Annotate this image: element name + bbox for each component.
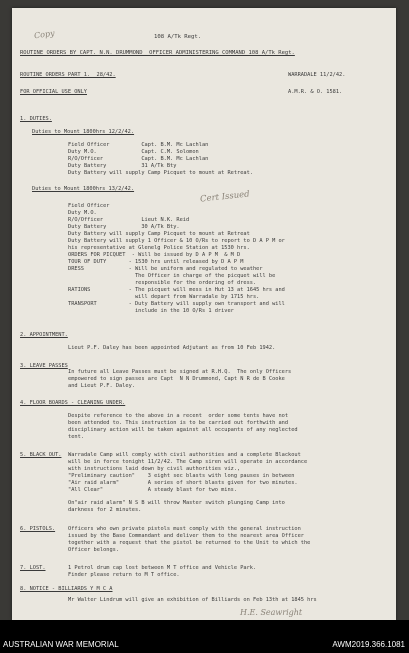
document-page: [12, 8, 396, 620]
floor-boards-line: Despite reference to the above in a recent order some tents have not: [68, 413, 289, 419]
duty-line: TRANSPORT - Duty Battery will supply own transport and will: [68, 301, 285, 307]
duty-line: Duty Battery 31 A/Tk Bty: [68, 163, 177, 169]
duties-heading-1: Duties to Mount 1800hrs 12/2/42.: [32, 129, 135, 135]
pistols-line: issued by the Base Commandant and deliver them to the nearest area Officer: [68, 533, 304, 539]
leave-passes-line: and Lieut P.F. Daley.: [68, 383, 135, 389]
section-pistols-title: 6. PISTOLS.: [20, 526, 56, 532]
handwritten-copy-note: Copy: [33, 28, 56, 41]
duty-line: The Officer in charge of the picquet will be: [68, 273, 276, 279]
unit-header: 108 A/Tk Regt.: [154, 34, 202, 40]
duty-line: Field Officer Capt. B.M. Mc Lachlan: [68, 142, 209, 148]
handwritten-cert-note: Cert Issued: [199, 189, 251, 205]
section-duties-title: 1. DUTIES.: [20, 116, 52, 122]
section-floor-boards-title: 4. FLOOR BOARDS - CLEANING UNDER.: [20, 400, 126, 406]
pistols-line: together with a request that the pistol be returned to the Unit to which the: [68, 540, 311, 546]
reference-line: A.M.R. & O. 1581.: [288, 89, 343, 95]
black-out-line: with instructions laid down by civil authorities viz.,: [68, 466, 241, 472]
location-date: WARRADALE 11/2/42.: [288, 72, 346, 78]
black-out-line: darkness for 2 minutes.: [68, 507, 142, 513]
duty-line: TOUR OF DUTY - 1530 hrs until released by D A P M: [68, 259, 244, 265]
black-out-line: will be in force tonight 11/2/42. The Camp siren will operate in accordance: [68, 459, 308, 465]
section-appointment-title: 2. APPOINTMENT.: [20, 332, 68, 338]
duty-line: DRESS - Will be uniform and regulated to weather: [68, 266, 263, 272]
duty-line: Duty M.O. Capt. C.M. Solomon: [68, 149, 199, 155]
part-line: ROUTINE ORDERS PART 1. 28/42.: [20, 72, 116, 78]
accession-number: AWM2019.366.1081: [332, 640, 405, 649]
official-use-line: FOR OFFICIAL USE ONLY: [20, 89, 87, 95]
section-leave-passes-title: 3. LEAVE PASSES: [20, 363, 68, 369]
floor-boards-line: disciplinary action will be taken against all occupants of any neglected: [68, 427, 298, 433]
section-black-out-title: 5. BLACK OUT.: [20, 452, 62, 458]
leave-passes-line: In future all Leave Passes must be signed at R.H.Q. The only Officers: [68, 369, 292, 375]
duty-line: Duty Battery will supply Camp Picquet to mount at Retreat.: [68, 170, 253, 176]
duty-line: R/O/Officer Lieut N.K. Reid: [68, 217, 190, 223]
floor-boards-line: been attended to. This instruction is to be carried out forthwith and: [68, 420, 289, 426]
black-out-line: "Preliminary caution" 3 eight sec blasts with long pauses in between: [68, 473, 295, 479]
duty-line: Field Officer: [68, 203, 110, 209]
routine-orders-title: ROUTINE ORDERS BY CAPT. N.N. DRUMMOND OFFICER ADMINISTERING COMMAND 108 A/Tk Regt.: [20, 50, 295, 56]
black-out-line: "Air raid alarm" A series of short blasts given for two minutes.: [68, 480, 298, 486]
duty-line: Duty Battery 30 A/Tk Bty.: [68, 224, 180, 230]
duty-line: responsible for the ordering of dress.: [68, 280, 257, 286]
duty-line: Duty Battery will supply Camp Picquet to mount at Retreat: [68, 231, 250, 237]
duty-line: ORDERS FOR PICQUET - Will be issued by D A P M & M D: [68, 252, 241, 258]
section-notice-title: 8. NOTICE - BILLIARDS Y M C A: [20, 586, 113, 592]
institution-label: AUSTRALIAN WAR MEMORIAL: [3, 640, 119, 649]
pistols-line: Officer belongs.: [68, 547, 120, 553]
handwritten-signature: H.E. Seawright: [240, 608, 303, 617]
duty-line: RATIONS - The picquet will mess in Hut 13 at 1645 hrs and: [68, 287, 285, 293]
black-out-line: "All Clear" A steady blast for two mins.: [68, 487, 238, 493]
lost-line: Finder please return to M T office.: [68, 572, 180, 578]
lost-line: 1 Petrol drum cap lost between M T office and Vehicle Park.: [68, 565, 257, 571]
notice-line: Mr Walter Lindrum will give an exhibition of Billiards on Feb 13th at 1845 hrs: [68, 597, 317, 603]
duty-line: include in the 10 O/Rs 1 driver: [68, 308, 234, 314]
leave-passes-line: empowered to sign passes are Capt N N Drummond, Capt N R de B Cooke: [68, 376, 285, 382]
black-out-line: On"air raid alarm" N S B will throw Master switch plunging Camp into: [68, 500, 285, 506]
archive-footer: [0, 620, 409, 653]
duty-line: R/O/Officer Capt. B.M. Mc Lachlan: [68, 156, 209, 162]
pistols-line: Officers who own private pistols must comply with the general instruction: [68, 526, 301, 532]
duty-line: Duty Battery will supply 1 Officer & 10 O/Rs to report to D A P M or: [68, 238, 285, 244]
appointment-line: Lieut P.F. Daley has been appointed Adjutant as from 10 Feb 1942.: [68, 345, 276, 351]
black-out-line: Warradale Camp will comply with civil authorities and a complete Blackout: [68, 452, 301, 458]
section-lost-title: 7. LOST.: [20, 565, 46, 571]
duties-heading-2: Duties to Mount 1800hrs 13/2/42.: [32, 186, 135, 192]
duty-line: will depart from Warradale by 1715 hrs.: [68, 294, 260, 300]
duty-line: his representative at Glenelg Police Station at 1530 hrs.: [68, 245, 250, 251]
duty-line: Duty M.O.: [68, 210, 97, 216]
floor-boards-line: tent.: [68, 434, 84, 440]
